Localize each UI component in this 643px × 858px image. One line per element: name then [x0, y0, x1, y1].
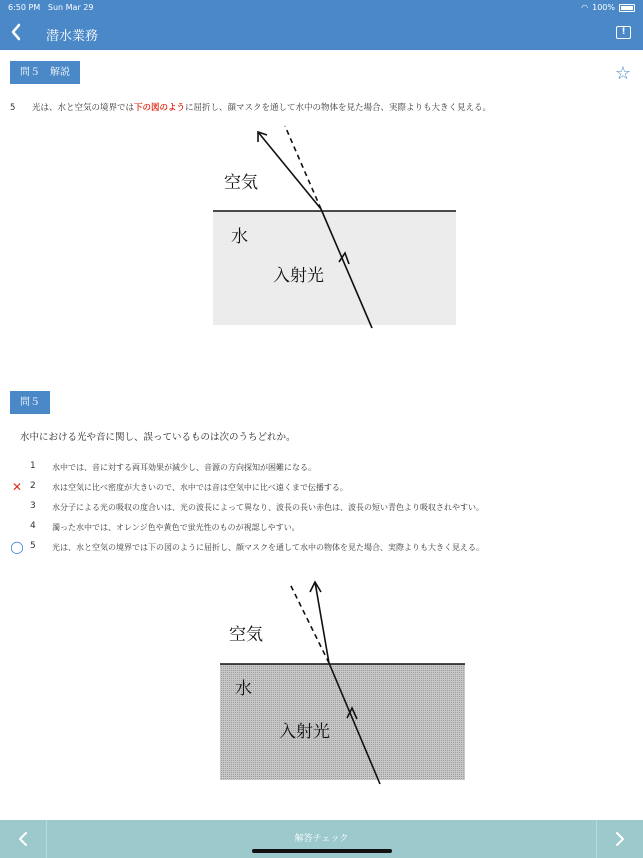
navigation-bar: [0, 16, 643, 50]
water-area: [213, 211, 456, 325]
explanation-diagram: [200, 118, 470, 338]
choice-number: 5: [30, 541, 36, 551]
status-time: 6:50 PM Sun Mar 29: [8, 3, 94, 12]
refracted-ray: [315, 582, 329, 663]
refracted-ray: [258, 132, 321, 209]
next-button[interactable]: [596, 820, 643, 858]
water-area: [220, 664, 465, 780]
choice-text: 濁った水中では、オレンジ色や黄色で蛍光性のものが視認しやすい。: [52, 523, 300, 532]
choice-number: 3: [30, 501, 36, 511]
explanation-text: 5 光は、水と空気の境界では下の図のように屈折し、顔マスクを通して水中の物体を見た場合、実際よりも大きく見える。: [10, 103, 492, 113]
correct-mark-icon: ◯: [10, 540, 24, 554]
explanation-number: 5: [10, 103, 16, 113]
question-badge: 問５: [10, 391, 50, 414]
home-indicator[interactable]: [252, 849, 392, 853]
previous-button[interactable]: [0, 820, 47, 858]
wifi-icon: ◠: [581, 3, 589, 12]
label-air: 空気: [229, 625, 263, 645]
star-icon[interactable]: ☆: [614, 63, 631, 84]
choice-text: 水は空気に比べ密度が大きいので、水中では音は空気中に比べ遠くまで伝播する。: [52, 483, 348, 492]
answer-check-button[interactable]: 解答チェック: [294, 834, 349, 844]
chevron-right-icon: [615, 831, 625, 847]
label-water: 水: [231, 227, 248, 247]
status-right: [581, 3, 635, 12]
back-button[interactable]: [10, 22, 22, 45]
chevron-left-icon: [18, 831, 28, 847]
battery-icon: [619, 4, 635, 12]
status-bar: [0, 0, 643, 16]
battery-percent: 100%: [592, 3, 615, 12]
choice-number: 2: [30, 481, 36, 491]
choice-number: 4: [30, 521, 36, 531]
straight-extension-dashed: [285, 126, 321, 209]
question-text: 水中における光や音に関し、誤っているものは次のうちどれか。: [20, 432, 296, 443]
choice-text: 光は、水と空気の境界では下の図のように屈折し、顔マスクを通して水中の物体を見た場合、実際よりも大きく見える。: [52, 543, 484, 552]
status-date: Sun Mar 29: [47, 3, 94, 12]
label-incident: 入射光: [273, 266, 324, 286]
chevron-left-icon: [10, 22, 22, 42]
explanation-badge: 問５ 解説: [10, 61, 80, 84]
straight-extension-dashed: [290, 584, 329, 663]
label-air: 空気: [224, 173, 258, 193]
page-title: 潜水業務: [46, 29, 99, 44]
highlight-text: 下の図のよう: [134, 103, 186, 113]
question-diagram: [205, 574, 475, 790]
wrong-mark-icon: ✕: [11, 480, 23, 494]
message-alert-icon[interactable]: !: [616, 26, 631, 39]
label-water: 水: [235, 679, 252, 699]
choice-text: 水中では、音に対する両耳効果が減少し、音源の方向探知が困難になる。: [52, 463, 316, 472]
label-incident: 入射光: [279, 722, 330, 742]
choice-text: 水分子による光の吸収の度合いは、光の波長によって異なり、波長の長い赤色は、波長の短い青色より吸収されやすい。: [52, 503, 484, 512]
choice-number: 1: [30, 461, 36, 471]
